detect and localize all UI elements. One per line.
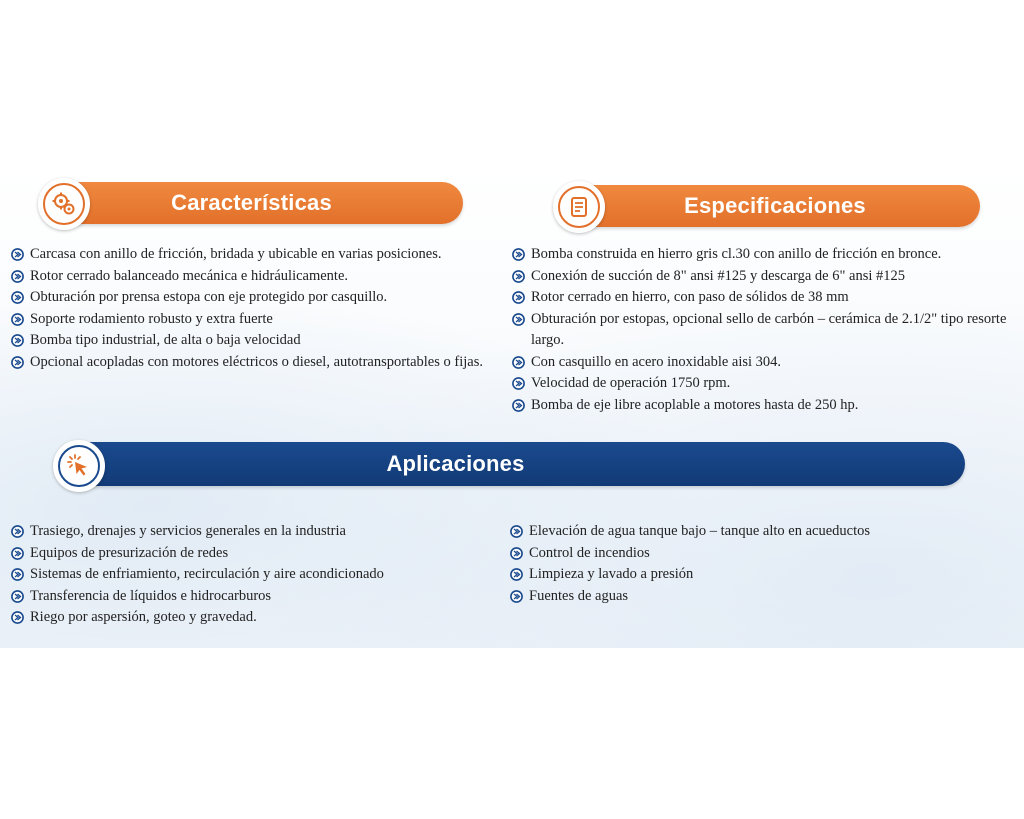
list-item-text: Trasiego, drenajes y servicios generales en la industria <box>30 523 346 539</box>
list-item <box>11 330 501 352</box>
list-item-text: Control de incendios <box>529 544 650 561</box>
document-icon <box>567 195 591 219</box>
chevron-bullet-icon <box>510 547 523 560</box>
caracteristicas-list <box>11 244 501 373</box>
list-item <box>11 266 501 288</box>
list-item <box>512 287 1017 309</box>
info-panel <box>0 170 1024 648</box>
list-item <box>11 287 501 309</box>
list-item-text: Bomba tipo industrial, de alta o baja velocidad <box>30 332 301 348</box>
list-item <box>512 309 1017 352</box>
aplicaciones-title: Aplicaciones <box>386 451 525 476</box>
list-item <box>11 607 501 629</box>
list-item <box>510 564 1010 586</box>
list-item-text: Bomba construida en hierro gris cl.30 con anillo de fricción en bronce. <box>531 246 942 262</box>
caracteristicas-badge <box>38 178 90 230</box>
gears-icon <box>51 191 77 217</box>
chevron-bullet-icon <box>11 568 24 581</box>
list-item-text: Sistemas de enfriamiento, recirculación y aire acondicionado <box>30 566 384 582</box>
list-item <box>510 586 1010 608</box>
aplicaciones-banner <box>66 442 965 486</box>
list-item-text: Bomba de eje libre acoplable a motores hasta de 250 hp. <box>531 396 859 413</box>
list-item-text: Rotor cerrado balanceado mecánica e hidráulicamente. <box>30 267 349 284</box>
list-item-text: Conexión de succión de 8" ansi #125 y descarga de 6" ansi #125 <box>531 267 905 284</box>
aplicaciones-right-list <box>510 521 1010 607</box>
list-item <box>510 543 1010 565</box>
aplicaciones-left-list <box>11 521 501 629</box>
list-item-text: Fuentes de aguas <box>529 587 629 604</box>
list-item <box>11 244 501 266</box>
list-item <box>11 521 501 543</box>
list-item-text: Limpieza y lavado a presión <box>529 566 694 582</box>
caracteristicas-banner <box>52 182 463 224</box>
list-item-text: Carcasa con anillo de fricción, bridada y ubicable en varias posiciones. <box>30 246 442 262</box>
list-item-text: Elevación de agua tanque bajo – tanque alto en acueductos <box>529 523 871 539</box>
chevron-bullet-icon <box>512 291 525 304</box>
list-item <box>512 244 1017 266</box>
chevron-bullet-icon <box>510 568 523 581</box>
list-item-text: Rotor cerrado en hierro, con paso de sólidos de 38 mm <box>531 289 849 305</box>
chevron-bullet-icon <box>510 590 523 603</box>
chevron-bullet-icon <box>512 377 525 390</box>
list-item <box>11 543 501 565</box>
chevron-bullet-icon <box>512 313 525 326</box>
especificaciones-title: Especificaciones <box>684 193 866 218</box>
list-item <box>11 352 501 374</box>
list-item-text: Equipos de presurización de redes <box>30 544 229 561</box>
list-item-text: Riego por aspersión, goteo y gravedad. <box>30 609 257 625</box>
chevron-bullet-icon <box>512 270 525 283</box>
chevron-bullet-icon <box>510 525 523 538</box>
chevron-bullet-icon <box>11 270 24 283</box>
list-item-text: Obturación por prensa estopa con eje protegido por casquillo. <box>30 289 388 305</box>
chevron-bullet-icon <box>11 611 24 624</box>
list-item <box>11 586 501 608</box>
chevron-bullet-icon <box>512 356 525 369</box>
especificaciones-badge <box>553 181 605 233</box>
chevron-bullet-icon <box>11 334 24 347</box>
list-item-text: Opcional acopladas con motores eléctricos o diesel, autotransportables o fijas. <box>30 353 483 370</box>
caracteristicas-title: Características <box>171 190 332 215</box>
list-item <box>512 395 1017 417</box>
list-item <box>512 266 1017 288</box>
aplicaciones-badge <box>53 440 105 492</box>
list-item-text: Soporte rodamiento robusto y extra fuerte <box>30 310 273 327</box>
chevron-bullet-icon <box>512 248 525 261</box>
chevron-bullet-icon <box>11 248 24 261</box>
chevron-bullet-icon <box>11 525 24 538</box>
list-item-text: Con casquillo en acero inoxidable aisi 304. <box>531 353 782 370</box>
chevron-bullet-icon <box>11 291 24 304</box>
chevron-bullet-icon <box>11 356 24 369</box>
list-item <box>510 521 1010 543</box>
list-item-text: Transferencia de líquidos e hidrocarburos <box>30 587 272 604</box>
especificaciones-list <box>512 244 1017 416</box>
list-item-text: Obturación por estopas, opcional sello de carbón – cerámica de 2.1/2" tipo resorte largo. <box>531 310 1007 348</box>
especificaciones-banner <box>570 185 980 227</box>
list-item <box>11 564 501 586</box>
chevron-bullet-icon <box>512 399 525 412</box>
list-item-text: Velocidad de operación 1750 rpm. <box>531 375 731 391</box>
chevron-bullet-icon <box>11 547 24 560</box>
chevron-bullet-icon <box>11 313 24 326</box>
list-item <box>11 309 501 331</box>
cursor-click-icon <box>66 453 92 479</box>
list-item <box>512 352 1017 374</box>
chevron-bullet-icon <box>11 590 24 603</box>
list-item <box>512 373 1017 395</box>
